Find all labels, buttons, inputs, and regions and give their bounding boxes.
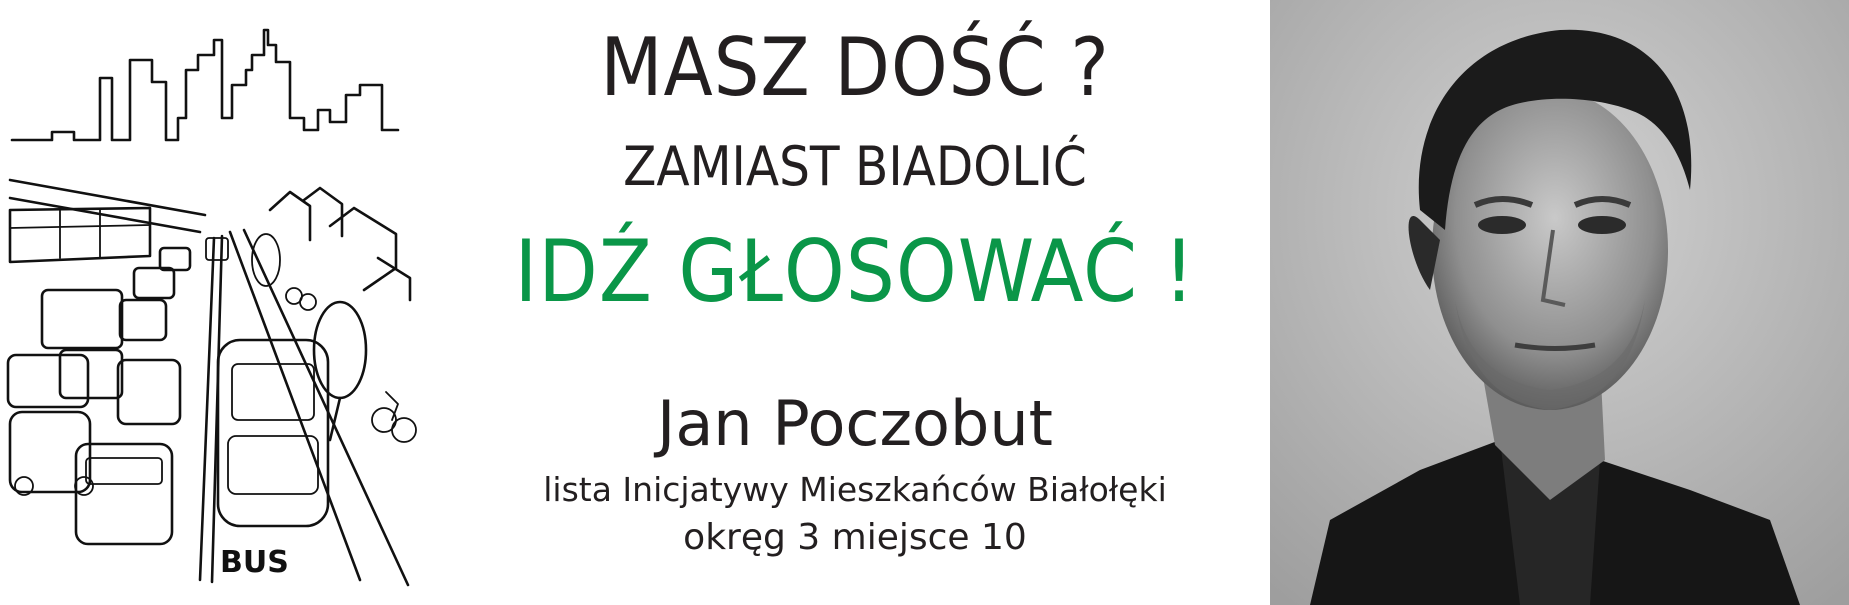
bus-drawing bbox=[218, 340, 328, 526]
traffic-jam-illustration bbox=[0, 0, 440, 605]
skyline bbox=[12, 30, 398, 140]
subheadline: ZAMIAST BIADOLIĆ bbox=[623, 135, 1087, 198]
poster-text bbox=[440, 0, 1270, 605]
candidate-name: Jan Poczobut bbox=[657, 387, 1053, 460]
headline: MASZ DOŚĆ ? bbox=[600, 21, 1110, 114]
call-to-action: IDŹ GŁOSOWAĆ ! bbox=[514, 222, 1196, 322]
bus-label: BUS bbox=[220, 545, 289, 580]
district-line: okręg 3 miejsce 10 bbox=[683, 517, 1027, 558]
candidate-photo bbox=[1270, 0, 1849, 605]
list-line: lista Inicjatywy Mieszkańców Białołęki bbox=[543, 470, 1167, 509]
